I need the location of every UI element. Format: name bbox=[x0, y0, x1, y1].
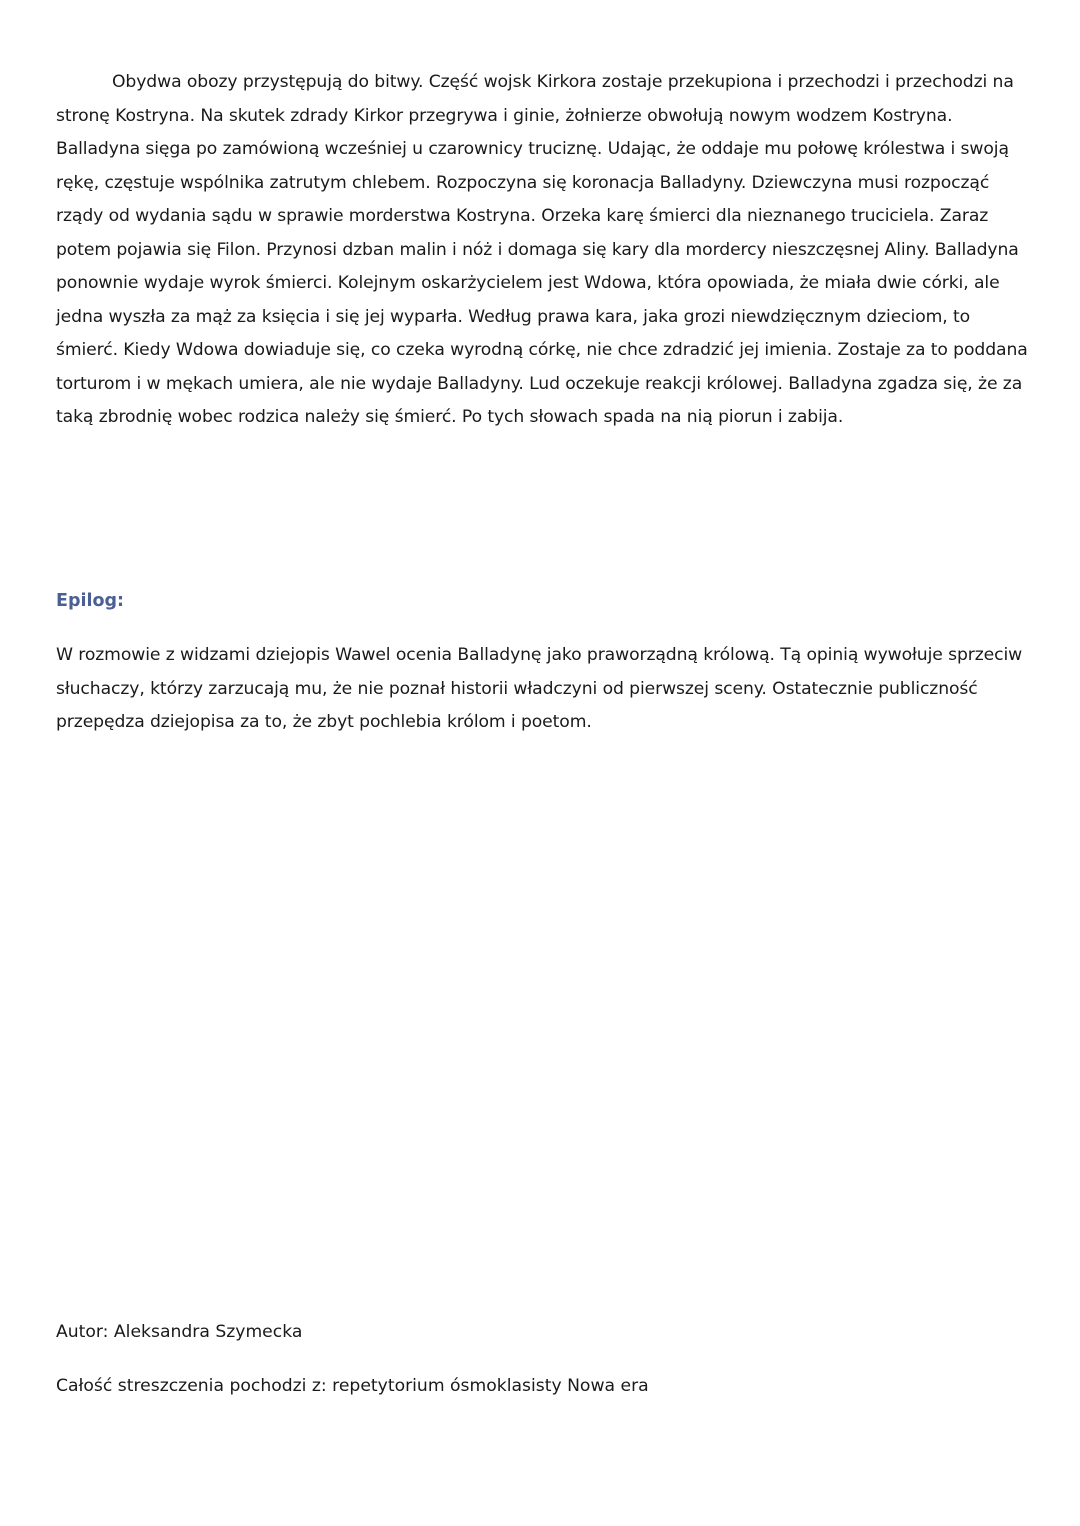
epilog-paragraph: W rozmowie z widzami dziejopis Wawel ocenia Balladynę jako praworządną królową. Tą opinią wywołuje sprzeciw słuchaczy, którzy zarzucają mu, że nie poznał historii władczyni od pierwszej sceny. Ostatecznie publiczność przepędza dziejopisa za to, że zbyt pochlebia królom i poetom. bbox=[56, 645, 1023, 732]
author-line: Autor: Aleksandra Szymecka bbox=[56, 1322, 303, 1342]
source-line: Całość streszczenia pochodzi z: repetytorium ósmoklasisty Nowa era bbox=[56, 1376, 649, 1396]
document-page bbox=[56, 66, 1028, 435]
summary-paragraph: Obydwa obozy przystępują do bitwy. Część wojsk Kirkora zostaje przekupiona i przechodzi i przechodzi na stronę Kostryna. Na skutek zdrady Kirkor przegrywa i ginie, żołnierze obwołują nowym wodzem Kostryna. Balladyna sięga po zamówioną wcześniej u czarownicy truciznę. Udając, że oddaje mu połowę królestwa i swoją rękę, częstuje wspólnika zatrutym chlebem. Rozpoczyna się koronacja Balladyny. Dziewczyna musi rozpocząć rządy od wydania sądu w sprawie morderstwa Kostryna. Orzeka karę śmierci dla nieznanego truciciela. Zaraz potem pojawia się Filon. Przynosi dzban malin i nóż i domaga się kary dla mordercy nieszczęsnej Aliny. Balladyna ponownie wydaje wyrok śmierci. Kolejnym oskarżycielem jest Wdowa, która opowiada, że miała dwie córki, ale jedna wyszła za mąż za księcia i się jej wyparła. Według prawa kara, jaka grozi niewdzięcznym dzieciom, to śmierć. Kiedy Wdowa dowiaduje się, co czeka wyrodną córkę, nie chce zdradzić jej imienia. Zostaje za to poddana torturom i w mękach umiera, ale nie wydaje Balladyny. Lud oczekuje reakcji królowej. Balladyna zgadza się, że za taką zbrodnię wobec rodzica należy się śmierć. Po tych słowach spada na nią piorun i zabija. bbox=[56, 72, 1028, 427]
epilog-heading: Epilog: bbox=[56, 591, 125, 611]
